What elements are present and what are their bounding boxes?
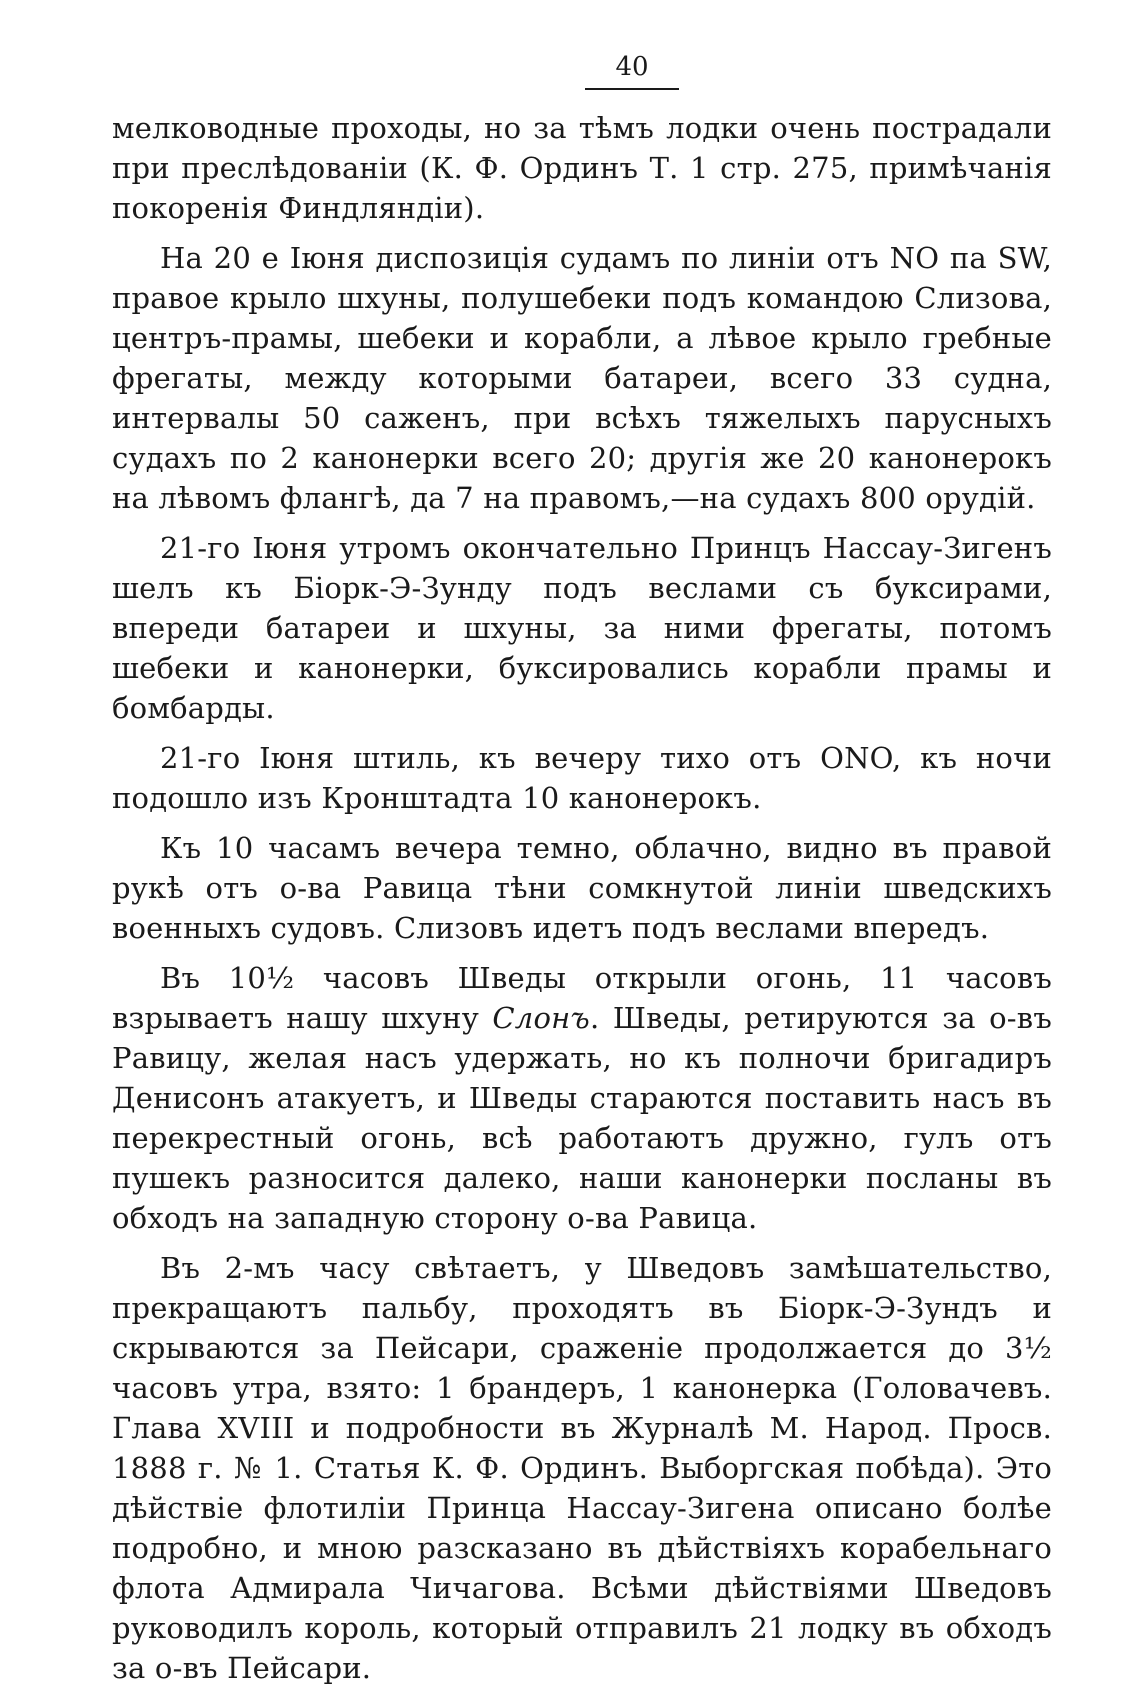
paragraph-disposition: На 20 е Іюня диспозиція судамъ по линіи отъ NO па SW, правое крыло шхуны, полушебеки подъ командою Слизова, центръ-прамы, шебеки и корабли, а лѣвое крыло гребные фрегаты, между которыми батареи, всего 33 судна, интервалы 50 саженъ, при всѣхъ тяжелыхъ парусныхъ судахъ по 2 канонерки всего 20; другія же 20 канонерокъ на лѣвомъ флангѣ, да 7 на правомъ,—на судахъ 800 орудій. [112,241,1052,515]
book-page [112,50,1052,1688]
body-text [112,108,1052,1688]
paragraph-ten-oclock: Къ 10 часамъ вечера темно, облачно, видно въ правой рукѣ отъ о-ва Равица тѣни сомкнутой линіи шведскихъ военныхъ судовъ. Слизовъ идетъ подъ веслами впередъ. [112,831,1052,945]
paragraph-text-after: . Шведы, ретируются за о-въ Равицу, желая насъ удержать, но къ полночи бригадиръ Денисонъ атакуетъ, и Шведы стараются поставить насъ въ перекрестный огонь, всѣ работаютъ дружно, гулъ отъ пушекъ разносится далеко, наши канонерки посланы въ обходъ на западную сторону о-ва Равица. [112,1001,1052,1235]
paragraph-june-21-morning: 21-го Іюня утромъ окончательно Принцъ Нассау-Зигенъ шелъ къ Біорк-Э-Зунду подъ веслами съ буксирами, впереди батареи и шхуны, за ними фрегаты, потомъ шебеки и канонерки, буксировались корабли прамы и бомбарды. [112,531,1052,725]
paragraph-continuation: мелководные проходы, но за тѣмъ лодки очень пострадали при преслѣдованіи (К. Ф. Ординъ Т. 1 стр. 275, примѣчанія покоренія Финдляндіи). [112,111,1052,225]
paragraph-swedes-open-fire [112,958,1052,1238]
page-number: 40 [585,50,678,90]
page-header [162,50,1102,90]
paragraph-text-before: Въ 10½ часовъ Шведы открыли огонь, 11 часовъ взрываетъ нашу шхуну [112,961,1052,1035]
paragraph-dawn: Въ 2-мъ часу свѣтаетъ, у Шведовъ замѣшательство, прекращаютъ пальбу, проходятъ въ Біорк-Э-Зундъ и скрываются за Пейсари, сраженіе продолжается до 3½ часовъ утра, взято: 1 брандеръ, 1 канонерка (Головачевъ. Глава XVIII и подробности въ Журналѣ М. Народ. Просв. 1888 г. № 1. Статья К. Ф. Ординъ. Выборгская побѣда). Это дѣйствіе флотиліи Принца Нассау-Зигена описано болѣе подробно, и мною разсказано въ дѣйствіяхъ корабельнаго флота Адмирала Чичагова. Всѣми дѣйствіями Шведовъ руководилъ король, который отправилъ 21 лодку въ обходъ за о-въ Пейсари. [112,1251,1052,1685]
paragraph-june-21-calm: 21-го Іюня штиль, къ вечеру тихо отъ ONO, къ ночи подошло изъ Кронштадта 10 канонерокъ. [112,741,1052,815]
ship-name-italic: Слонъ [492,1001,590,1035]
